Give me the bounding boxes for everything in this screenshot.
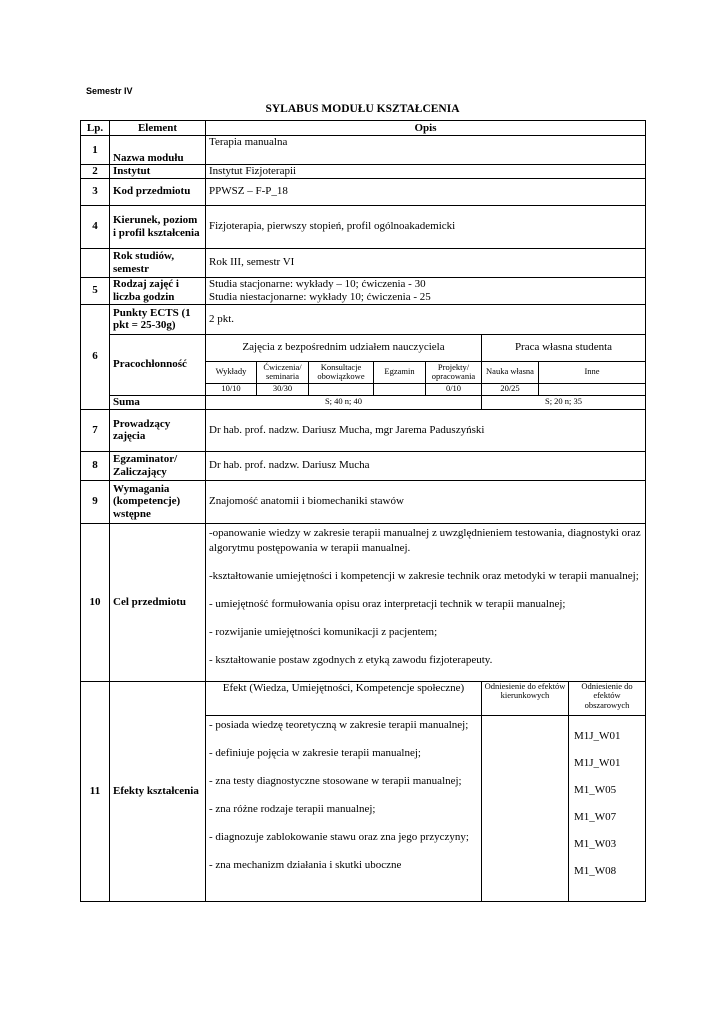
outcomes-list	[206, 715, 482, 901]
hours-fulltime: Studia stacjonarne: wykłady – 10; ćwiczenia - 30	[209, 278, 426, 290]
outcome-col-header: Efekt (Wiedza, Umiejętności, Kompetencje społeczne)	[206, 681, 482, 715]
area-code: M1_W03	[574, 837, 617, 850]
table-row	[81, 451, 646, 480]
col-other: Inne	[539, 361, 646, 383]
row-number: 5	[81, 277, 110, 304]
row-number-empty	[81, 248, 110, 277]
row-label: Punkty ECTS (1 pkt = 25-30g)	[110, 304, 206, 334]
hours-parttime: Studia niestacjonarne: wykłady 10; ćwiczenia - 25	[209, 290, 431, 303]
table-row	[81, 523, 646, 681]
year-semester-value: Rok III, semestr VI	[206, 248, 646, 277]
sum-contact: S; 40 n; 40	[206, 395, 482, 409]
row-number: 6	[81, 304, 110, 409]
row-label: Kod przedmiotu	[110, 178, 206, 205]
area-refs	[569, 715, 646, 901]
goal-item: -opanowanie wiedzy w zakresie terapii manualnej z uwzględnieniem testowania, diagnostyki oraz algorytmu postępowania w terapii manualnej.	[209, 526, 641, 554]
table-row	[81, 480, 646, 523]
course-code-value: PPWSZ – F-P_18	[206, 178, 646, 205]
row-label: Instytut	[110, 165, 206, 179]
header-opis: Opis	[206, 121, 646, 136]
row-number: 2	[81, 165, 110, 179]
col-self-study: Nauka własna	[482, 361, 539, 383]
row-number: 7	[81, 409, 110, 451]
table-row	[81, 165, 646, 179]
table-row	[81, 248, 646, 277]
area-code: M1J_W01	[574, 756, 621, 769]
outcomes-header-row	[81, 681, 646, 715]
table-row	[81, 205, 646, 248]
sum-label: Suma	[110, 395, 206, 409]
outcome-item: - zna testy diagnostyczne stosowane w terapii manualnej;	[209, 774, 462, 787]
direction-refs	[482, 715, 569, 901]
val-self-study: 20/25	[482, 383, 539, 395]
area-code: M1_W05	[574, 783, 617, 796]
row-label: Cel przedmiotu	[110, 523, 206, 681]
sum-self: S; 20 n; 35	[482, 395, 646, 409]
examiner-value: Dr hab. prof. nadzw. Dariusz Mucha	[206, 451, 646, 480]
row-label: Egzaminator/ Zaliczający	[110, 451, 206, 480]
val-projects: 0/10	[426, 383, 482, 395]
row-label: Prowadzący zajęcia	[110, 409, 206, 451]
area-code: M1J_W01	[574, 729, 621, 742]
val-exam	[374, 383, 426, 395]
self-study-header: Praca własna studenta	[482, 334, 646, 361]
table-row	[81, 136, 646, 165]
col-exercises: Ćwiczenia/ seminaria	[257, 361, 309, 383]
header-lp: Lp.	[81, 121, 110, 136]
goal-item: -kształtowanie umiejętności i kompetencji w zakresie technik oraz metodyki w terapii manualnej;	[209, 569, 639, 582]
module-name-value: Terapia manualna	[206, 136, 646, 165]
val-exercises: 30/30	[257, 383, 309, 395]
prerequisites-value: Znajomość anatomii i biomechaniki stawów	[206, 480, 646, 523]
outcome-item: - zna mechanizm działania i skutki uboczne	[209, 858, 402, 871]
header-element: Element	[110, 121, 206, 136]
table-header-row	[81, 121, 646, 136]
row-label: Efekty kształcenia	[110, 681, 206, 901]
outcome-item: - diagnozuje zablokowanie stawu oraz zna jego przyczyny;	[209, 830, 469, 843]
syllabus-table	[80, 120, 646, 902]
teacher-contact-header: Zajęcia z bezpośrednim udziałem nauczyciela	[206, 334, 482, 361]
col-consultations: Konsultacje obowiązkowe	[309, 361, 374, 383]
row-number: 4	[81, 205, 110, 248]
row-number: 11	[81, 681, 110, 901]
row-number: 9	[81, 480, 110, 523]
goal-item: - rozwijanie umiejętności komunikacji z pacjentem;	[209, 625, 438, 638]
val-lectures: 10/10	[206, 383, 257, 395]
val-other	[539, 383, 646, 395]
goal-item: - kształtowanie postaw zgodnych z etyką zawodu fizjoterapeuty.	[209, 653, 493, 666]
col-lectures: Wykłady	[206, 361, 257, 383]
outcome-item: - posiada wiedzę teoretyczną w zakresie terapii manualnej;	[209, 718, 469, 731]
class-hours-value	[206, 277, 646, 304]
outcome-item: - definiuje pojęcia w zakresie terapii manualnej;	[209, 746, 421, 759]
area-ref-header: Odniesienie do efektów obszarowych	[569, 681, 646, 715]
workload-group-row	[81, 334, 646, 361]
row-label: Pracochłonność	[110, 334, 206, 395]
table-row	[81, 277, 646, 304]
col-projects: Projekty/ opracowania	[426, 361, 482, 383]
goal-item: - umiejętność formułowania opisu oraz interpretacji technik w terapii manualnej;	[209, 597, 566, 610]
table-row	[81, 304, 646, 334]
row-number: 1	[81, 136, 110, 165]
document-title: SYLABUS MODUŁU KSZTAŁCENIA	[265, 103, 460, 115]
val-consultations	[309, 383, 374, 395]
institute-value: Instytut Fizjoterapii	[206, 165, 646, 179]
row-number: 10	[81, 523, 110, 681]
row-number: 8	[81, 451, 110, 480]
instructors-value: Dr hab. prof. nadzw. Dariusz Mucha, mgr Jarema Paduszyński	[206, 409, 646, 451]
row-label: Wymagania (kompetencje) wstępne	[110, 480, 206, 523]
area-code: M1_W07	[574, 810, 617, 823]
area-code: M1_W08	[574, 864, 617, 877]
row-label: Kierunek, poziom i profil kształcenia	[110, 205, 206, 248]
col-exam: Egzamin	[374, 361, 426, 383]
row-number: 3	[81, 178, 110, 205]
course-goals	[206, 523, 646, 681]
program-value: Fizjoterapia, pierwszy stopień, profil ogólnoakademicki	[206, 205, 646, 248]
table-row	[81, 178, 646, 205]
row-label: Nazwa modułu	[110, 136, 206, 165]
semester-label: Semestr IV	[86, 86, 133, 96]
row-label: Rok studiów, semestr	[110, 248, 206, 277]
ects-value: 2 pkt.	[206, 304, 646, 334]
direction-ref-header: Odniesienie do efektów kierunkowych	[482, 681, 569, 715]
table-row	[81, 409, 646, 451]
outcome-item: - zna różne rodzaje terapii manualnej;	[209, 802, 376, 815]
workload-sum-row	[81, 395, 646, 409]
row-label: Rodzaj zajęć i liczba godzin	[110, 277, 206, 304]
